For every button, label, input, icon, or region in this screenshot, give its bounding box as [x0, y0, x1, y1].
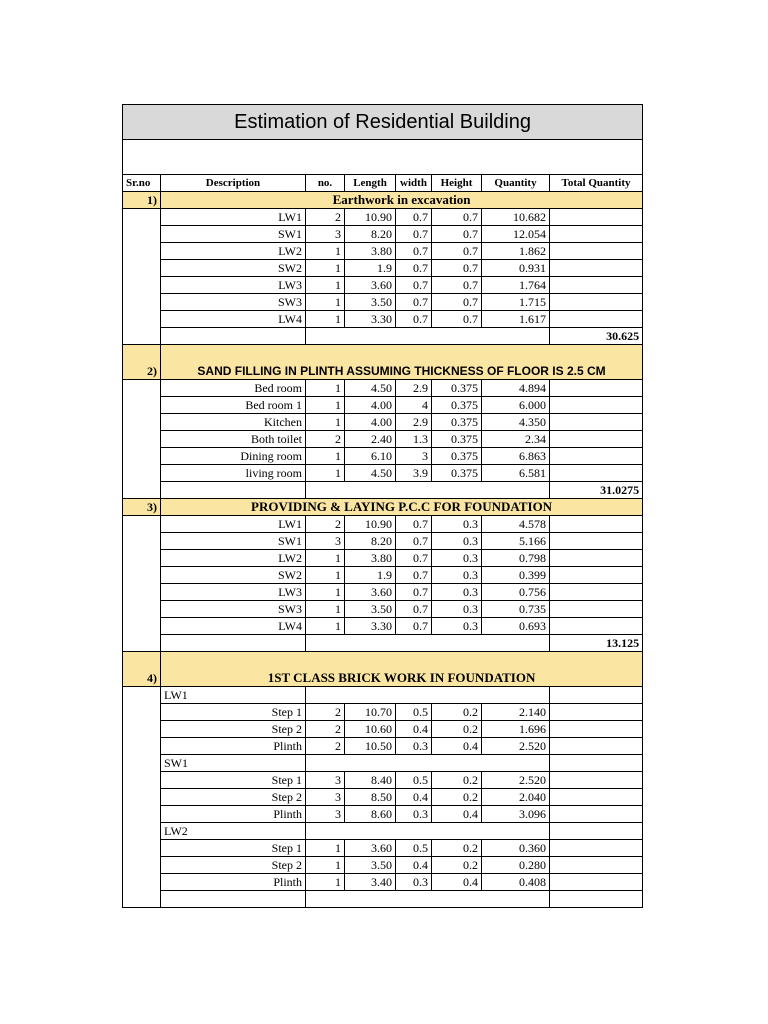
- item-description: SW3: [161, 294, 306, 311]
- total-blank: [550, 226, 643, 243]
- item-description: Kitchen: [161, 414, 306, 431]
- total-blank: [550, 755, 643, 772]
- item-value: 0.3: [432, 618, 482, 635]
- item-value: 3.30: [345, 618, 396, 635]
- item-value: 0.2: [432, 772, 482, 789]
- item-description: SW3: [161, 601, 306, 618]
- item-value: 3: [306, 772, 345, 789]
- item-value: 0.7: [432, 226, 482, 243]
- item-value: 6.000: [482, 397, 550, 414]
- item-value: 2.9: [396, 380, 432, 397]
- item-value: 0.4: [396, 721, 432, 738]
- item-value: 6.863: [482, 448, 550, 465]
- total-blank: [550, 806, 643, 823]
- item-value: 2: [306, 209, 345, 226]
- section-total: 13.125: [550, 635, 643, 652]
- item-value: 1: [306, 874, 345, 891]
- item-value: 0.3: [396, 806, 432, 823]
- item-value: 0.7: [396, 260, 432, 277]
- item-value: 0.375: [432, 414, 482, 431]
- item-value: 1: [306, 857, 345, 874]
- total-blank: [550, 618, 643, 635]
- section-title: SAND FILLING IN PLINTH ASSUMING THICKNESS OF FLOOR IS 2.5 CM: [161, 345, 643, 380]
- item-value: 10.50: [345, 738, 396, 755]
- item-value: 0.7: [432, 209, 482, 226]
- item-value: 2: [306, 516, 345, 533]
- item-value: 1: [306, 448, 345, 465]
- item-description: Plinth: [161, 806, 306, 823]
- section-title: PROVIDING & LAYING P.C.C FOR FOUNDATION: [161, 499, 643, 516]
- total-blank: [550, 465, 643, 482]
- item-value: 8.20: [345, 226, 396, 243]
- section-number: 2): [123, 345, 161, 380]
- item-description: Step 2: [161, 857, 306, 874]
- item-value: 0.3: [432, 584, 482, 601]
- item-value: 0.399: [482, 567, 550, 584]
- section-title: 1ST CLASS BRICK WORK IN FOUNDATION: [161, 652, 643, 687]
- section-total: 31.0275: [550, 482, 643, 499]
- item-description: Step 2: [161, 721, 306, 738]
- item-value: 0.735: [482, 601, 550, 618]
- blank-cell: [306, 635, 550, 652]
- item-value: 1.3: [396, 431, 432, 448]
- blank-cell: [306, 755, 550, 772]
- total-blank: [550, 874, 643, 891]
- item-value: 1: [306, 584, 345, 601]
- item-description: SW1: [161, 226, 306, 243]
- item-description: SW2: [161, 567, 306, 584]
- blank-cell: [306, 687, 550, 704]
- item-value: 3: [396, 448, 432, 465]
- item-description: LW1: [161, 209, 306, 226]
- item-value: 1: [306, 311, 345, 328]
- blank-cell: [306, 823, 550, 840]
- total-blank: [550, 772, 643, 789]
- item-description: LW2: [161, 243, 306, 260]
- item-value: 0.4: [432, 806, 482, 823]
- item-value: 1.715: [482, 294, 550, 311]
- item-value: 0.7: [396, 277, 432, 294]
- item-value: 0.2: [432, 721, 482, 738]
- blank-cell: [161, 891, 306, 908]
- item-value: 2: [306, 738, 345, 755]
- item-value: 8.50: [345, 789, 396, 806]
- item-value: 1: [306, 567, 345, 584]
- item-value: 1: [306, 380, 345, 397]
- total-blank: [550, 823, 643, 840]
- item-description: LW3: [161, 277, 306, 294]
- blank-cell: [306, 891, 550, 908]
- item-value: 2: [306, 704, 345, 721]
- item-value: 2: [306, 431, 345, 448]
- item-value: 6.10: [345, 448, 396, 465]
- item-value: 0.7: [396, 550, 432, 567]
- item-value: 0.798: [482, 550, 550, 567]
- total-blank: [550, 721, 643, 738]
- item-value: 2.520: [482, 772, 550, 789]
- item-value: 1.9: [345, 567, 396, 584]
- total-blank: [550, 448, 643, 465]
- item-value: 1.696: [482, 721, 550, 738]
- total-blank: [550, 533, 643, 550]
- blank-row: [123, 140, 643, 175]
- total-blank: [550, 277, 643, 294]
- estimation-table: [122, 104, 643, 908]
- item-description: Plinth: [161, 738, 306, 755]
- total-blank: [550, 294, 643, 311]
- item-value: 2.140: [482, 704, 550, 721]
- total-blank: [550, 397, 643, 414]
- item-description: Step 2: [161, 789, 306, 806]
- item-value: 4.350: [482, 414, 550, 431]
- total-blank: [550, 260, 643, 277]
- item-value: 1: [306, 243, 345, 260]
- item-value: 2.34: [482, 431, 550, 448]
- item-value: 0.2: [432, 789, 482, 806]
- blank-cell: [161, 482, 306, 499]
- item-value: 0.7: [432, 260, 482, 277]
- item-description: LW3: [161, 584, 306, 601]
- srno-blank: [123, 687, 161, 908]
- total-blank: [550, 311, 643, 328]
- total-blank: [550, 704, 643, 721]
- item-value: 1.617: [482, 311, 550, 328]
- total-blank: [550, 516, 643, 533]
- item-value: 0.7: [396, 584, 432, 601]
- item-value: 3: [306, 226, 345, 243]
- item-value: 3.9: [396, 465, 432, 482]
- column-header: Description: [161, 175, 306, 192]
- item-value: 0.4: [432, 874, 482, 891]
- item-value: 1: [306, 465, 345, 482]
- item-value: 0.4: [396, 789, 432, 806]
- item-description: LW4: [161, 618, 306, 635]
- item-value: 0.7: [432, 243, 482, 260]
- item-value: 4.50: [345, 380, 396, 397]
- item-value: 10.682: [482, 209, 550, 226]
- item-description: Plinth: [161, 874, 306, 891]
- item-value: 0.756: [482, 584, 550, 601]
- blank-cell: [161, 635, 306, 652]
- total-blank: [550, 601, 643, 618]
- item-description: SW2: [161, 260, 306, 277]
- item-value: 1: [306, 618, 345, 635]
- column-header: no.: [306, 175, 345, 192]
- item-value: 1: [306, 414, 345, 431]
- item-value: 4.578: [482, 516, 550, 533]
- item-value: 0.7: [396, 516, 432, 533]
- item-value: 4.00: [345, 414, 396, 431]
- item-description: LW1: [161, 516, 306, 533]
- item-value: 10.90: [345, 516, 396, 533]
- item-value: 12.054: [482, 226, 550, 243]
- item-value: 4.00: [345, 397, 396, 414]
- item-value: 0.375: [432, 431, 482, 448]
- group-label: LW2: [161, 823, 306, 840]
- total-blank: [550, 243, 643, 260]
- item-value: 6.581: [482, 465, 550, 482]
- item-value: 8.60: [345, 806, 396, 823]
- item-value: 0.7: [396, 311, 432, 328]
- item-value: 0.3: [396, 738, 432, 755]
- item-value: 1: [306, 550, 345, 567]
- srno-blank: [123, 380, 161, 499]
- item-description: LW2: [161, 550, 306, 567]
- item-value: 0.7: [396, 294, 432, 311]
- section-number: 3): [123, 499, 161, 516]
- column-header: Total Quantity: [550, 175, 643, 192]
- item-value: 1.764: [482, 277, 550, 294]
- item-value: 0.931: [482, 260, 550, 277]
- item-value: 4.894: [482, 380, 550, 397]
- item-value: 8.40: [345, 772, 396, 789]
- item-description: Step 1: [161, 840, 306, 857]
- item-value: 10.60: [345, 721, 396, 738]
- total-blank: [550, 584, 643, 601]
- item-value: 2: [306, 721, 345, 738]
- total-blank: [550, 857, 643, 874]
- item-value: 3.80: [345, 550, 396, 567]
- blank-cell: [306, 328, 550, 345]
- item-value: 0.3: [432, 567, 482, 584]
- item-value: 4: [396, 397, 432, 414]
- total-blank: [550, 738, 643, 755]
- item-value: 0.7: [396, 533, 432, 550]
- item-value: 4.50: [345, 465, 396, 482]
- item-value: 0.3: [432, 533, 482, 550]
- total-blank: [550, 431, 643, 448]
- item-value: 1: [306, 601, 345, 618]
- item-description: Step 1: [161, 772, 306, 789]
- item-value: 3: [306, 789, 345, 806]
- total-blank: [550, 567, 643, 584]
- section-number: 1): [123, 192, 161, 209]
- item-value: 3.60: [345, 840, 396, 857]
- item-value: 3: [306, 806, 345, 823]
- item-description: Dining room: [161, 448, 306, 465]
- item-value: 0.2: [432, 840, 482, 857]
- item-value: 10.70: [345, 704, 396, 721]
- total-blank: [550, 789, 643, 806]
- blank-cell: [161, 328, 306, 345]
- item-value: 3.80: [345, 243, 396, 260]
- item-value: 3.60: [345, 584, 396, 601]
- item-description: Bed room 1: [161, 397, 306, 414]
- item-value: 3: [306, 533, 345, 550]
- item-value: 10.90: [345, 209, 396, 226]
- item-value: 0.360: [482, 840, 550, 857]
- item-value: 1.9: [345, 260, 396, 277]
- item-value: 3.50: [345, 857, 396, 874]
- item-value: 5.166: [482, 533, 550, 550]
- item-value: 0.375: [432, 465, 482, 482]
- item-value: 1: [306, 260, 345, 277]
- item-value: 1: [306, 294, 345, 311]
- section-number: 4): [123, 652, 161, 687]
- item-value: 0.7: [396, 567, 432, 584]
- item-value: 0.3: [432, 601, 482, 618]
- item-value: 0.2: [432, 704, 482, 721]
- item-value: 0.375: [432, 397, 482, 414]
- item-value: 0.4: [396, 857, 432, 874]
- item-value: 1.862: [482, 243, 550, 260]
- item-value: 0.5: [396, 704, 432, 721]
- section-total: 30.625: [550, 328, 643, 345]
- item-value: 0.7: [432, 277, 482, 294]
- total-blank: [550, 840, 643, 857]
- item-description: SW1: [161, 533, 306, 550]
- item-value: 0.5: [396, 772, 432, 789]
- column-header: Height: [432, 175, 482, 192]
- sheet-title: Estimation of Residential Building: [123, 105, 643, 140]
- item-value: 2.520: [482, 738, 550, 755]
- item-value: 3.30: [345, 311, 396, 328]
- item-value: 0.280: [482, 857, 550, 874]
- item-value: 1: [306, 397, 345, 414]
- item-description: Bed room: [161, 380, 306, 397]
- item-value: 0.2: [432, 857, 482, 874]
- item-value: 3.096: [482, 806, 550, 823]
- group-label: LW1: [161, 687, 306, 704]
- column-header: Sr.no: [123, 175, 161, 192]
- total-blank: [550, 687, 643, 704]
- item-value: 0.7: [432, 294, 482, 311]
- item-description: living room: [161, 465, 306, 482]
- total-blank: [550, 380, 643, 397]
- item-value: 2.9: [396, 414, 432, 431]
- column-header: Length: [345, 175, 396, 192]
- item-value: 8.20: [345, 533, 396, 550]
- item-value: 0.408: [482, 874, 550, 891]
- item-value: 0.375: [432, 448, 482, 465]
- item-value: 0.7: [396, 601, 432, 618]
- item-value: 0.693: [482, 618, 550, 635]
- item-value: 0.375: [432, 380, 482, 397]
- item-value: 3.60: [345, 277, 396, 294]
- item-value: 0.7: [396, 226, 432, 243]
- total-blank: [550, 414, 643, 431]
- item-value: 1: [306, 840, 345, 857]
- item-description: Step 1: [161, 704, 306, 721]
- total-blank: [550, 550, 643, 567]
- section-title: Earthwork in excavation: [161, 192, 643, 209]
- item-value: 3.50: [345, 601, 396, 618]
- item-value: 0.5: [396, 840, 432, 857]
- item-value: 0.3: [432, 516, 482, 533]
- item-value: 0.3: [432, 550, 482, 567]
- srno-blank: [123, 516, 161, 652]
- item-value: 3.50: [345, 294, 396, 311]
- item-value: 0.7: [396, 618, 432, 635]
- total-blank: [550, 209, 643, 226]
- item-value: 0.3: [396, 874, 432, 891]
- item-value: 2.040: [482, 789, 550, 806]
- group-label: SW1: [161, 755, 306, 772]
- item-value: 0.7: [396, 209, 432, 226]
- blank-cell: [306, 482, 550, 499]
- item-value: 0.4: [432, 738, 482, 755]
- blank-cell: [550, 891, 643, 908]
- item-value: 0.7: [432, 311, 482, 328]
- item-description: Both toilet: [161, 431, 306, 448]
- item-value: 0.7: [396, 243, 432, 260]
- srno-blank: [123, 209, 161, 345]
- column-header: Quantity: [482, 175, 550, 192]
- item-description: LW4: [161, 311, 306, 328]
- item-value: 1: [306, 277, 345, 294]
- item-value: 3.40: [345, 874, 396, 891]
- column-header: width: [396, 175, 432, 192]
- item-value: 2.40: [345, 431, 396, 448]
